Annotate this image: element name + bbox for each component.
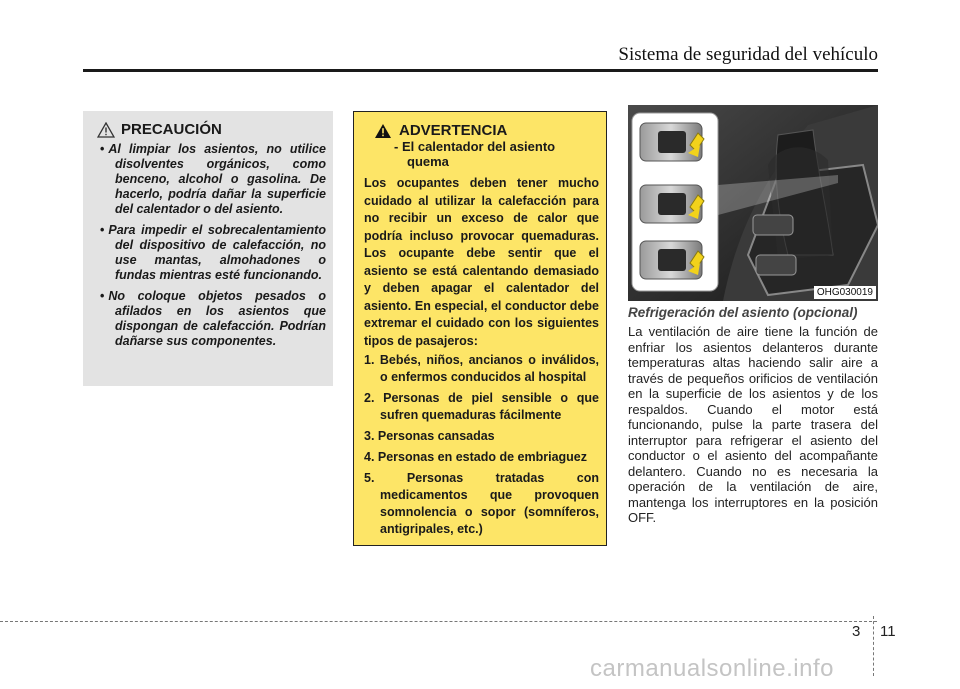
chapter-number: 3: [852, 623, 861, 640]
footer-divider: [873, 616, 874, 676]
caution-list: [93, 142, 326, 349]
warning-box: [353, 111, 607, 546]
caution-box: [83, 111, 333, 386]
warning-title: [374, 122, 599, 139]
warning-triangle-icon: [374, 123, 392, 139]
warning-item: 1. Bebés, niños, ancianos o inválidos, o enfermos conducidos al hospital: [364, 353, 599, 384]
console-illustration: [628, 105, 878, 301]
warning-item: 2. Personas de piel sensible o que sufren quemaduras fácilmente: [364, 391, 599, 422]
caution-triangle-icon: [97, 122, 115, 138]
caution-item: • Para impedir el sobrecalentamiento del dispositivo de calefacción, no use mantas, almohadones o fundas mientras esté funcionando.: [100, 223, 326, 282]
caution-item: • Al limpiar los asientos, no utilice disolventes orgánicos, como benceno, alcohol o gasolina. De hacerlo, podría dañar la superficie del calentador o del asiento.: [100, 142, 326, 216]
page-number: 11: [880, 623, 896, 640]
warning-item: 5. Personas tratadas con medicamentos que provoquen somnolencia o sopor (somníferos, antigripales, etc.): [364, 471, 599, 536]
running-header: Sistema de seguridad del vehículo: [618, 44, 878, 65]
footer-rule: [0, 621, 877, 622]
figure-code: OHG030019: [814, 286, 876, 299]
warning-item: 3. Personas cansadas: [364, 429, 495, 443]
section-body: La ventilación de aire tiene la función de enfriar los asientos delanteros durante temperaturas altas haciendo salir aire a través de pequeños orificios de ventilación en la superficie de los asientos y de los respaldos. Cuando el motor está funcionando, pulse la parte trasera del interruptor para refrigerar el asiento del conductor o el asiento del acompañante delantero. Cuando no es necesaria la operación de la ventilación de aire, mantenga los interruptores en la posición OFF.: [628, 324, 878, 525]
watermark: carmanualsonline.info: [590, 655, 834, 682]
header-rule: [83, 69, 878, 72]
warning-intro: Los ocupantes deben tener mucho cuidado al utilizar la calefacción para no recibir un exceso de calor que podría incluso provocar quemaduras. Los ocupante debe sentir que el asiento se está calentando demasiado y deben apagar el calentador del asiento. En especial, el conductor debe extremar el cuidado con los siguientes tipos de pasajeros:: [364, 176, 599, 348]
seat-cooling-switch-photo: [628, 105, 878, 301]
caution-item: • No coloque objetos pesados o afilados en los asientos que dispongan de calefacción. Podrían dañarse sus componentes.: [100, 289, 326, 348]
warning-item: 4. Personas en estado de embriaguez: [364, 450, 587, 464]
warning-list: [364, 352, 599, 538]
section-title: Refrigeración del asiento (opcional): [628, 305, 858, 320]
warning-subtitle: - El calentador del asiento quema: [394, 139, 556, 169]
caution-title: [97, 121, 326, 138]
warning-title-text: ADVERTENCIA: [399, 122, 508, 139]
caution-title-text: PRECAUCIÓN: [121, 121, 222, 138]
